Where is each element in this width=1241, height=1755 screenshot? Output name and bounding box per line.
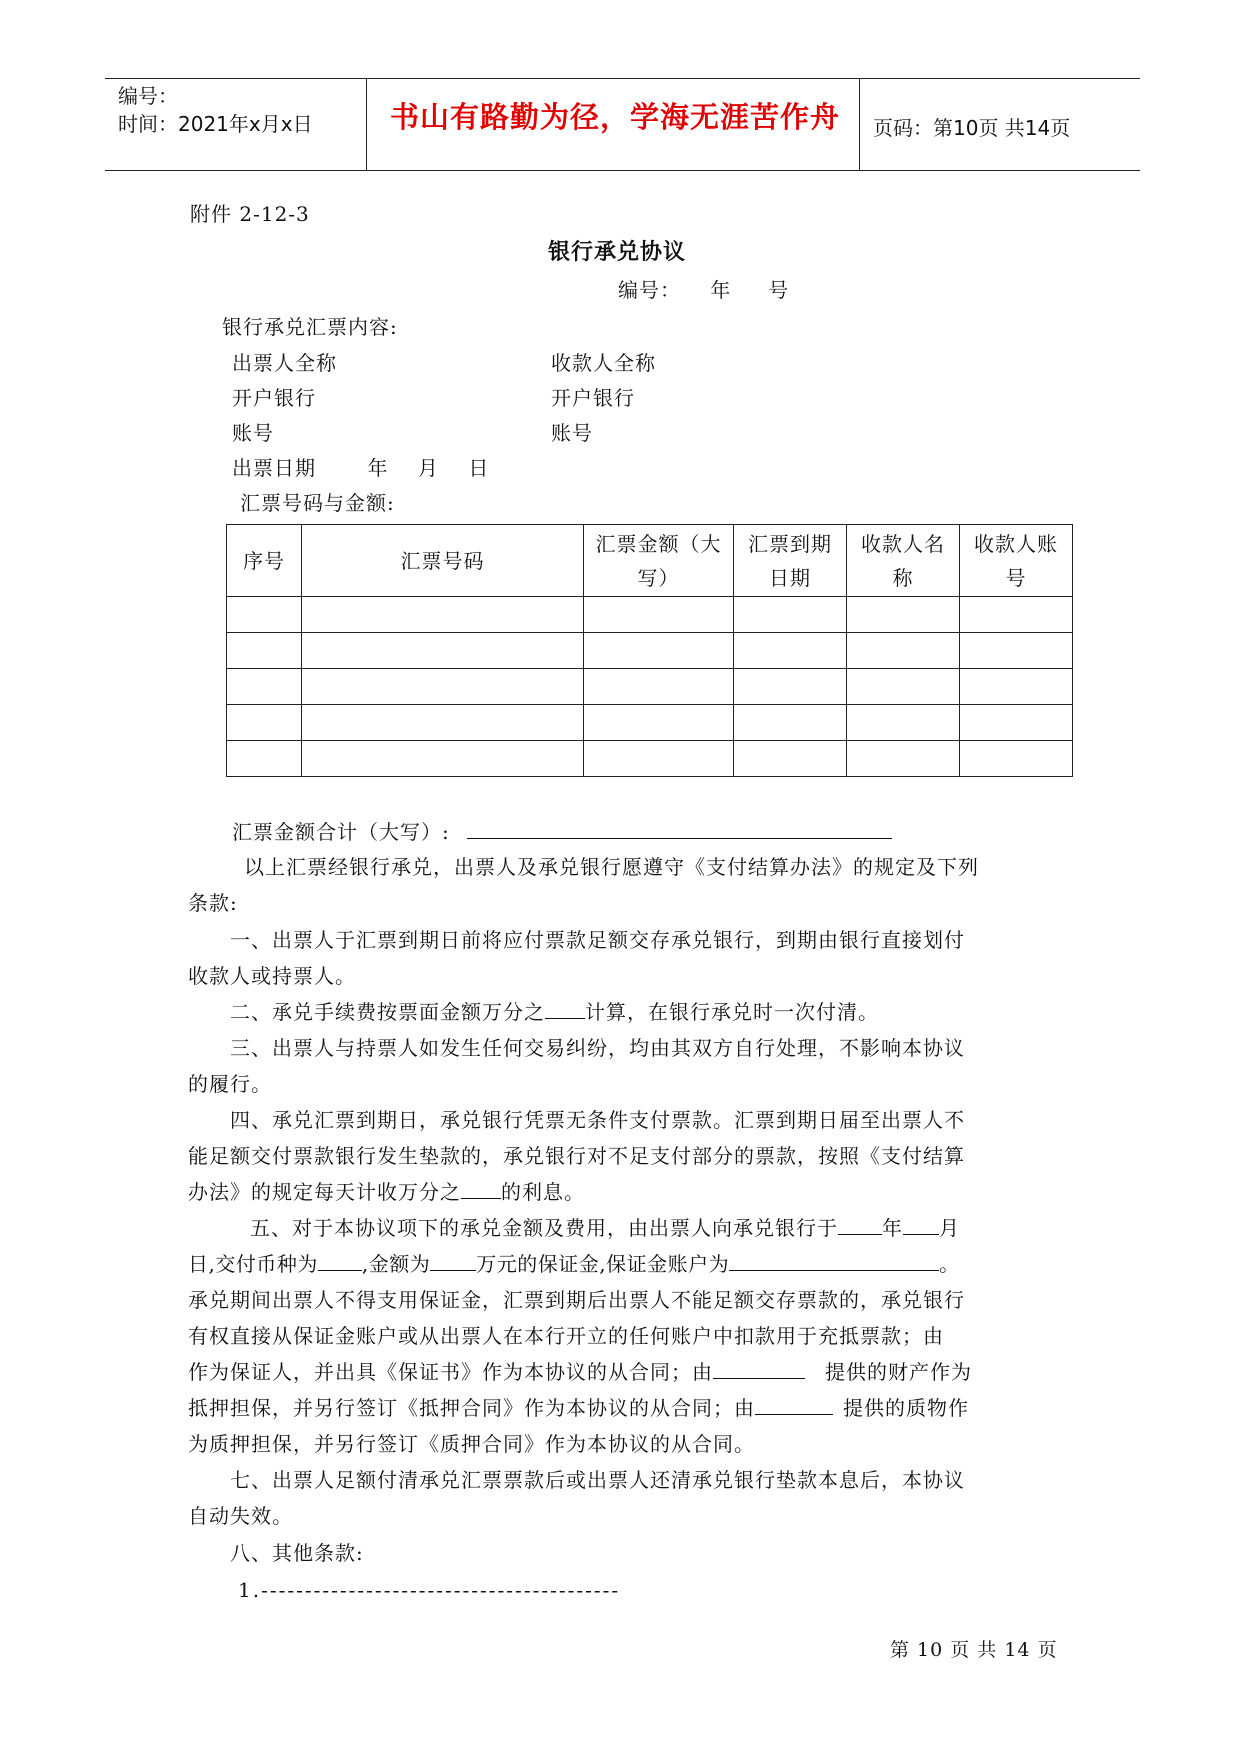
clause-5-line-7: 为质押担保，并另行签订《质押合同》作为本协议的从合同。 [188,1432,755,1456]
clause-5-month: 月 [939,1216,960,1240]
payee-bank-label: 开户银行 [551,386,635,410]
header-line: 汇票到期 [748,531,832,556]
table-header-cell [227,525,302,597]
drawer-account-label: 账号 [232,421,274,445]
total-amount-label: 汇票金额合计（大写）: [232,820,450,844]
guarantor-blank[interactable] [713,1356,805,1379]
clause-5-text-c: ,金额为 [361,1252,431,1276]
header-line: 序号 [243,548,285,573]
issue-date-label: 出票日期 年 月 日 [232,456,490,480]
table-header-cell [847,525,960,597]
table-cell[interactable] [302,597,584,633]
table-cell[interactable] [227,741,302,777]
clause-3-line-1: 三、出票人与持票人如发生任何交易纠纷，均由其双方自行处理，不影响本协议 [230,1036,965,1060]
clause-5-text-e: 。 [939,1252,960,1276]
table-header-row [227,525,1073,597]
clause-8-title: 八、其他条款: [230,1541,364,1565]
clause-5-text-g: 提供的财产作为 [825,1360,972,1384]
agreement-number-line: 编号： 年 号 [618,278,790,302]
document-title: 银行承兑协议 [548,239,687,265]
table-cell[interactable] [847,633,960,669]
clause-4-line-1: 四、承兑汇票到期日，承兑银行凭票无条件支付票款。汇票到期日届至出票人不 [230,1108,965,1132]
table-cell[interactable] [734,741,847,777]
clause-5-text-a: 五、对于本协议项下的承兑金额及费用，由出票人向承兑银行于 [250,1216,838,1240]
table-row [227,705,1073,741]
clause-5-line-5 [188,1354,972,1390]
section-title: 银行承兑汇票内容: [222,315,398,339]
table-cell[interactable] [584,669,734,705]
deposit-year-blank[interactable] [838,1212,882,1235]
table-cell[interactable] [227,705,302,741]
clause-5-line-6 [188,1390,969,1426]
clause-2-text-b: 计算，在银行承兑时一次付清。 [585,1000,879,1024]
header-line: 汇票金额（大 [595,531,722,556]
header-top-rule [105,78,1140,79]
table-cell[interactable] [960,669,1073,705]
clause-5-text-b: 日,交付币种为 [188,1252,318,1276]
header-line: 称 [892,565,914,590]
header-number-label: 编号： [118,84,178,108]
table-cell[interactable] [847,669,960,705]
footer-page-number: 第 10 页 共 14 页 [890,1639,1058,1661]
amount-heading: 汇票号码与金额: [240,491,395,515]
clause-4-text-b: 的利息。 [501,1180,585,1204]
header-page-number: 页码：第10页 共14页 [873,116,1071,140]
clause-5-text-f: 作为保证人，并出具《保证书》作为本协议的从合同；由 [188,1360,713,1384]
table-cell[interactable] [734,633,847,669]
payee-name-label: 收款人全称 [551,351,656,375]
table-cell[interactable] [734,705,847,741]
header-line: 日期 [769,565,811,590]
table-row [227,597,1073,633]
table-cell[interactable] [734,669,847,705]
table-cell[interactable] [302,669,584,705]
table-cell[interactable] [302,741,584,777]
table-cell[interactable] [302,705,584,741]
clause-5-line-4: 有权直接从保证金账户或从出票人在本行开立的任何账户中扣款用于充抵票款；由 [188,1324,944,1348]
clause-5-line-3: 承兑期间出票人不得支用保证金，汇票到期后出票人不能足额交存票款的，承兑银行 [188,1288,965,1312]
table-row [227,741,1073,777]
table-header-cell [734,525,847,597]
table-cell[interactable] [302,633,584,669]
header-line: 写） [637,565,680,590]
intro-line-1: 以上汇票经银行承兑，出票人及承兑银行愿遵守《支付结算办法》的规定及下列 [244,855,979,879]
clause-3-line-2: 的履行。 [188,1072,272,1096]
drawer-name-label: 出票人全称 [232,351,337,375]
clause-1-line-1: 一、出票人于汇票到期日前将应付票款足额交存承兑银行，到期由银行直接划付 [230,928,965,952]
table-row [227,669,1073,705]
clause-1-line-2: 收款人或持票人。 [188,964,356,988]
clause-5-text-h: 抵押担保，并另行签订《抵押合同》作为本协议的从合同；由 [188,1396,755,1420]
clause-2-text-a: 二、承兑手续费按票面金额万分之 [230,1000,545,1024]
clause-4-text-a: 办法》的规定每天计收万分之 [188,1180,461,1204]
table-cell[interactable] [847,705,960,741]
header-time: 时间：2021年x月x日 [118,112,313,136]
header-line: 号 [1005,565,1027,590]
table-cell[interactable] [584,705,734,741]
deposit-account-blank[interactable] [729,1248,939,1271]
table-header-cell [302,525,584,597]
table-cell[interactable] [584,741,734,777]
clause-7-line-2: 自动失效。 [188,1504,293,1528]
currency-blank[interactable] [318,1248,362,1271]
total-amount-row [232,814,892,850]
deposit-amount-blank[interactable] [430,1248,476,1271]
table-cell[interactable] [584,633,734,669]
table-header-cell [584,525,734,597]
attachment-label: 附件 2-12-3 [190,202,310,226]
clause-5-text-i: 提供的质物作 [843,1396,969,1420]
table-cell[interactable] [960,597,1073,633]
clause-8-item-1: 1.----------------------------------------- [238,1578,621,1602]
total-amount-blank[interactable] [467,816,892,839]
table-cell[interactable] [960,705,1073,741]
header-bottom-rule [105,170,1140,171]
interest-rate-blank[interactable] [461,1176,501,1199]
table-cell[interactable] [960,633,1073,669]
table-cell[interactable] [227,597,302,633]
pledgor-blank[interactable] [755,1392,833,1415]
table-cell[interactable] [847,741,960,777]
payee-account-label: 账号 [551,421,593,445]
table-row [227,633,1073,669]
table-cell[interactable] [227,669,302,705]
table-cell[interactable] [960,741,1073,777]
clause-4-line-2: 能足额交付票款银行发生垫款的，承兑银行对不足支付部分的票款，按照《支付结算 [188,1144,965,1168]
clause-4-line-3 [188,1174,585,1210]
header-line: 汇票号码 [400,548,485,573]
table-cell[interactable] [734,597,847,633]
drawer-bank-label: 开户银行 [232,386,316,410]
header-motto: 书山有路勤为径，学海无涯苦作舟 [389,100,840,134]
header-line: 收款人名 [861,531,945,556]
clause-5-line-1 [250,1210,960,1246]
table-header-cell [960,525,1073,597]
bill-table [226,524,1073,777]
clause-7-line-1: 七、出票人足额付清承兑汇票票款后或出票人还清承兑银行垫款本息后，本协议 [230,1468,965,1492]
fee-rate-blank[interactable] [545,996,585,1019]
table-cell[interactable] [227,633,302,669]
header-line: 收款人账 [974,531,1058,556]
clause-5-line-2 [188,1246,960,1282]
table-cell[interactable] [584,597,734,633]
header-divider-left [366,78,367,171]
deposit-month-blank[interactable] [903,1212,939,1235]
clause-2 [230,994,879,1030]
clause-5-year: 年 [882,1216,903,1240]
table-cell[interactable] [847,597,960,633]
clause-5-text-d: 万元的保证金,保证金账户为 [476,1252,730,1276]
intro-line-2: 条款: [188,891,238,915]
